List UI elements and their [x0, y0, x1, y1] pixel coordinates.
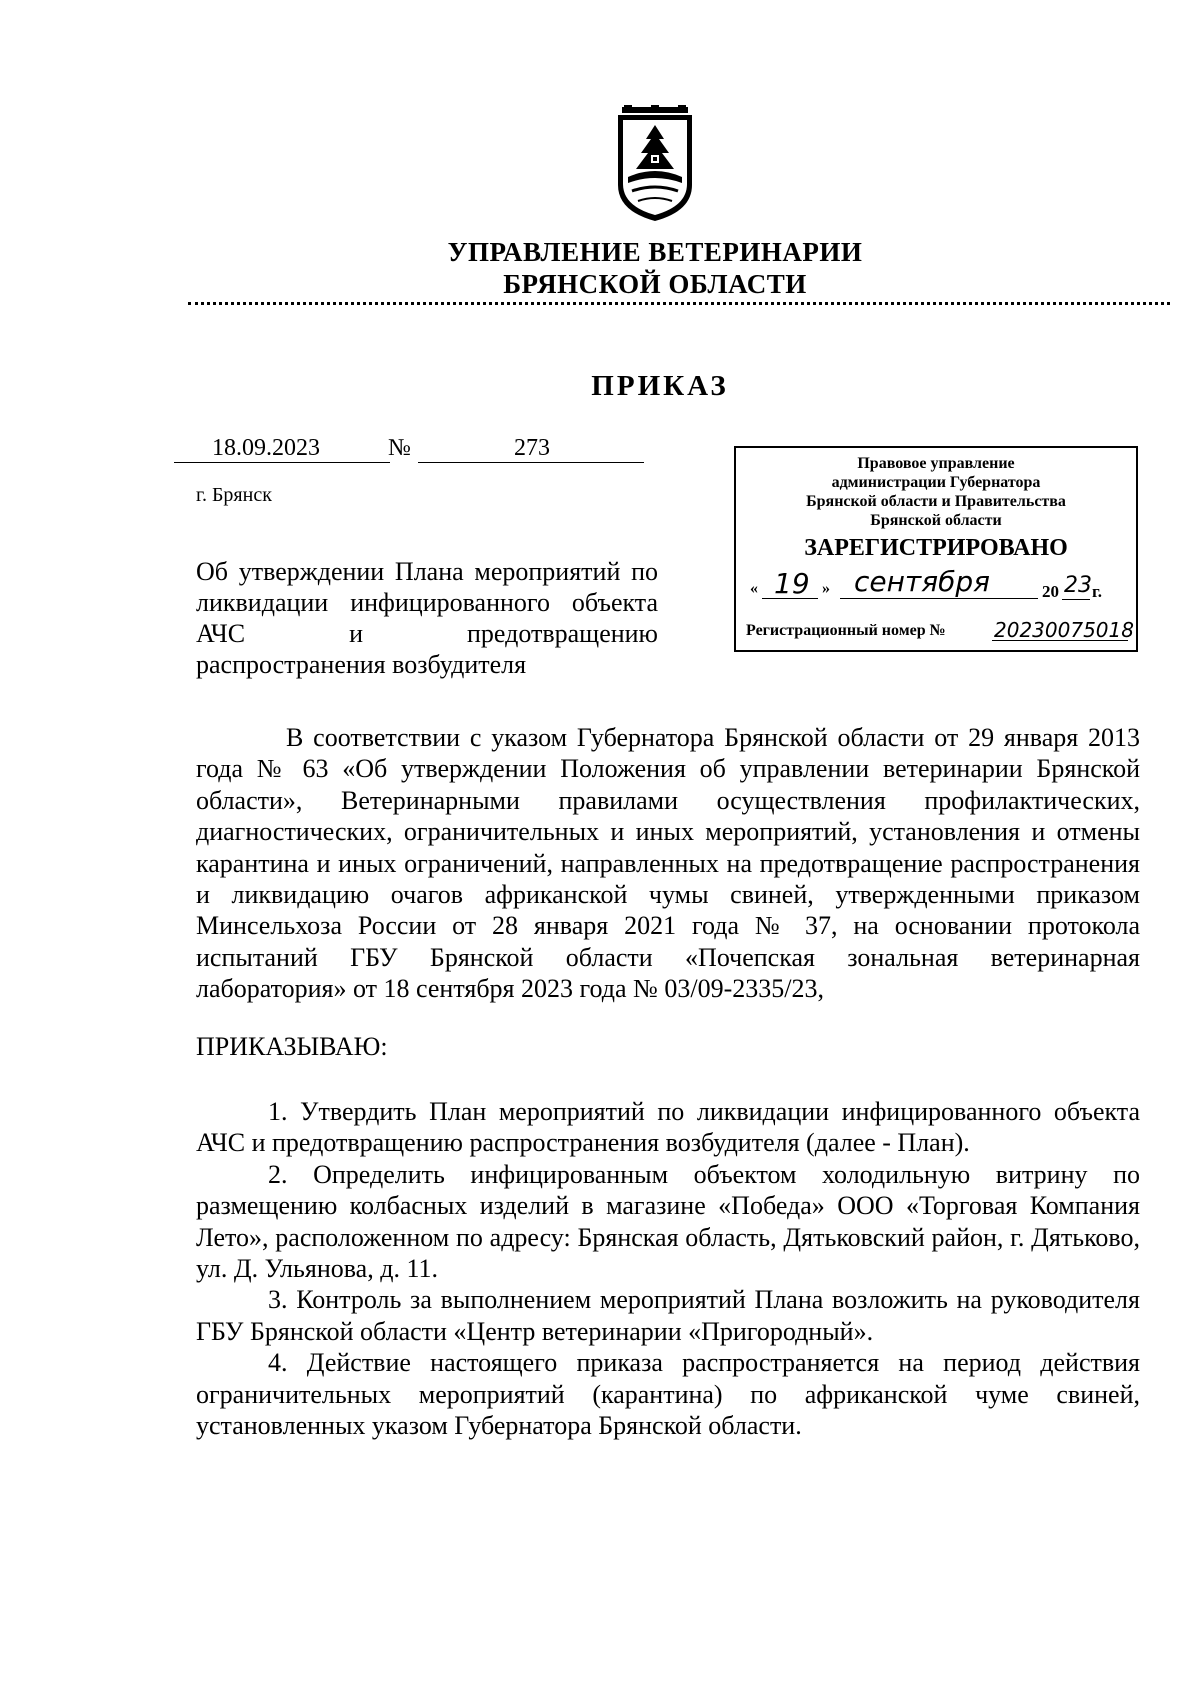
preamble-paragraph: В соответствии с указом Губернатора Брянской области от 29 января 2013 года № 63 «Об утверждении Положения об управлении ветеринарии Брянской области», Ветеринарными правилами осуществления профилактических, диагностических, ограничительных и иных мероприятий, установления и отмены карантина и иных ограничений, направленных на предотвращение распространения и ликвидацию очагов африканской чумы свиней, утвержденными приказом Минсельхоза России от 28 января 2021 года № 37, на основании протокола испытаний ГБУ Брянской области «Почепская зональная ветеринарная лаборатория» от 18 сентября 2023 года № 03/09-2335/23,	[196, 723, 1140, 1004]
document-city: г. Брянск	[196, 484, 272, 506]
stamp-line-2: администрации Губернатора	[831, 474, 1041, 491]
stamp-open-quote: «	[750, 580, 758, 597]
stamp-year-prefix: 20	[1042, 582, 1059, 601]
stamp-line-1: Правовое управление	[857, 455, 1015, 472]
stamp-month-underline	[840, 598, 1038, 599]
order-item-1: 1. Утвердить План мероприятий по ликвидации инфицированного объекта АЧС и предотвращению распространения возбудителя (далее - План).	[196, 1097, 1140, 1158]
stamp-registered-status: ЗАРЕГИСТРИРОВАНО	[804, 535, 1068, 561]
stamp-close-quote: »	[822, 580, 830, 597]
stamp-line-3: Брянской области и Правительства	[806, 493, 1066, 510]
order-items	[196, 1096, 1140, 1441]
stamp-year-handwritten: 23	[1064, 573, 1092, 598]
document-type-title: ПРИКАЗ	[591, 370, 729, 402]
organization-name-line2: БРЯНСКОЙ ОБЛАСТИ	[503, 269, 807, 299]
order-item-3: 3. Контроль за выполнением мероприятий Плана возложить на руководителя ГБУ Брянской области «Центр ветеринарии «Пригородный».	[196, 1285, 1140, 1346]
order-item-2: 2. Определить инфицированным объектом холодильную витрину по размещению колбасных изделий в магазине «Победа» ООО «Торговая Компания Лето», расположенном по адресу: Брянская область, Дятьковский район, г. Дятьково, ул. Д. Ульянова, д. 11.	[196, 1159, 1140, 1284]
organization-name-line1: УПРАВЛЕНИЕ ВЕТЕРИНАРИИ	[447, 237, 863, 267]
number-label: №	[388, 435, 411, 461]
header-dotted-divider	[188, 302, 1170, 305]
stamp-reg-number-underline	[992, 640, 1128, 641]
registration-stamp	[734, 446, 1138, 652]
stamp-reg-number-label: Регистрационный номер №	[746, 622, 946, 639]
stamp-year-mark: г.	[1092, 582, 1103, 601]
document-date: 18.09.2023	[212, 435, 320, 461]
order-directive: ПРИКАЗЫВАЮ:	[196, 1032, 388, 1061]
stamp-year-underline	[1062, 599, 1090, 600]
stamp-reg-number-handwritten: 20230075018	[994, 618, 1134, 642]
order-item-4: 4. Действие настоящего приказа распространяется на период действия ограничительных мероприятий (карантина) по африканской чуме свиней, установленных указом Губернатора Брянской области.	[196, 1348, 1140, 1441]
bryansk-coat-of-arms-icon	[614, 105, 696, 223]
document-subject: Об утверждении Плана мероприятий по ликвидации инфицированного объекта АЧС и предотвращению распространения возбудителя	[196, 557, 658, 679]
document-number: 273	[514, 435, 550, 461]
stamp-day-handwritten: 19	[774, 567, 810, 600]
stamp-month-handwritten: сентября	[854, 565, 990, 598]
stamp-line-4: Брянской области	[870, 512, 1002, 529]
